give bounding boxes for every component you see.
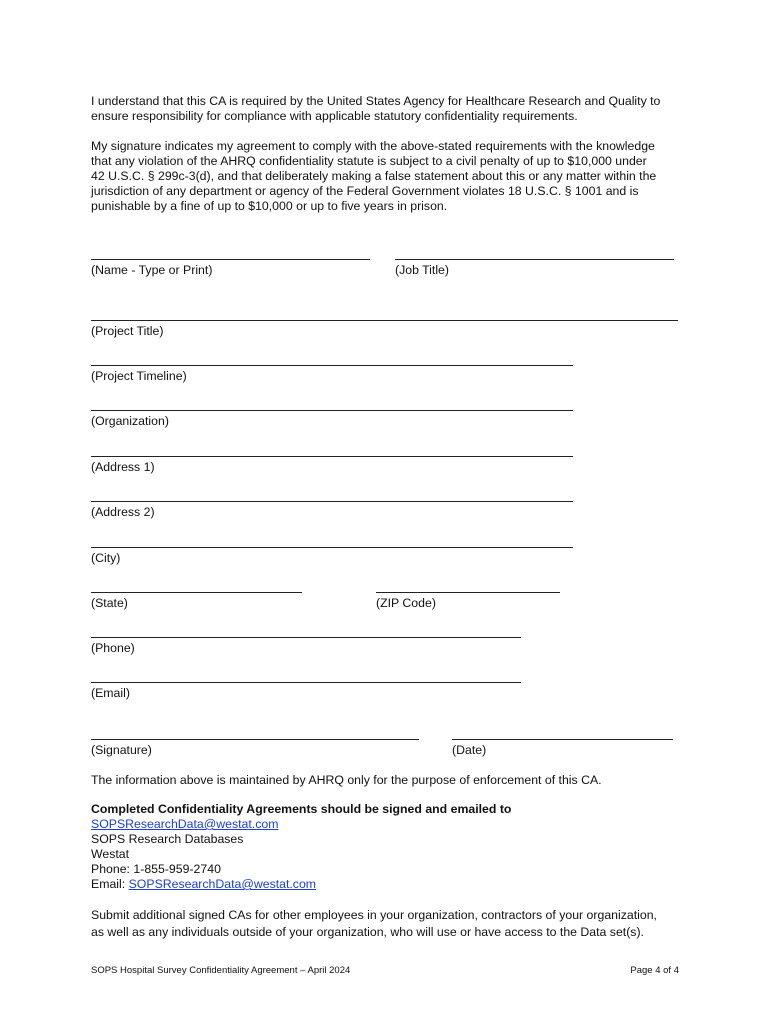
phone-field-line[interactable] — [91, 637, 521, 638]
organization-label: (Organization) — [91, 414, 169, 428]
name-label: (Name - Type or Print) — [91, 263, 213, 277]
contact-block — [91, 802, 511, 892]
date-field-line[interactable] — [452, 739, 673, 740]
signature-field-line[interactable] — [91, 739, 419, 740]
email-field-line[interactable] — [91, 682, 521, 683]
address2-label: (Address 2) — [91, 505, 155, 519]
project-timeline-field-line[interactable] — [91, 365, 573, 366]
project-title-field-line[interactable] — [91, 320, 678, 321]
job-title-field-line[interactable] — [395, 259, 674, 260]
penalty-paragraph — [91, 139, 691, 214]
paragraph-line: punishable by a fine of up to $10,000 or up to five years in prison. — [91, 199, 448, 213]
submit-note-line: as well as any individuals outside of your organization, who will use or have access to the Data set(s). — [91, 925, 644, 939]
signature-label: (Signature) — [91, 743, 152, 757]
city-label: (City) — [91, 551, 121, 565]
state-field-line[interactable] — [91, 592, 302, 593]
address2-field-line[interactable] — [91, 501, 573, 502]
state-label: (State) — [91, 596, 128, 610]
name-field-line[interactable] — [91, 259, 370, 260]
page-number: Page 4 of 4 — [630, 965, 679, 976]
paragraph-line: I understand that this CA is required by the United States Agency for Healthcare Research and Quality to — [91, 94, 661, 108]
address1-label: (Address 1) — [91, 460, 155, 474]
address1-field-line[interactable] — [91, 456, 573, 457]
project-title-label: (Project Title) — [91, 324, 164, 338]
contact-phone: Phone: 1-855-959-2740 — [91, 862, 221, 876]
paragraph-line: 42 U.S.C. § 299c-3(d), and that deliberately making a false statement about this or any matter within the — [91, 169, 657, 183]
contact-email-label: Email: — [91, 877, 129, 891]
contact-email-link-2[interactable]: SOPSResearchData@westat.com — [128, 877, 317, 891]
contact-email-link[interactable]: SOPSResearchData@westat.com — [91, 817, 279, 831]
paragraph-line: My signature indicates my agreement to comply with the above-stated requirements with the knowledge — [91, 139, 655, 153]
paragraph-line: jurisdiction of any department or agency of the Federal Government violates 18 U.S.C. § 1001 and is — [91, 184, 639, 198]
organization-field-line[interactable] — [91, 410, 573, 411]
contact-email-row — [91, 817, 511, 832]
city-field-line[interactable] — [91, 547, 573, 548]
understanding-paragraph — [91, 94, 691, 124]
info-note: The information above is maintained by AHRQ only for the purpose of enforcement of this CA. — [91, 773, 602, 787]
submit-note — [91, 907, 657, 941]
contact-heading: Completed Confidentiality Agreements should be signed and emailed to — [91, 802, 512, 816]
phone-label: (Phone) — [91, 641, 135, 655]
job-title-label: (Job Title) — [395, 263, 449, 277]
date-label: (Date) — [452, 743, 487, 757]
contact-company: Westat — [91, 847, 130, 861]
footer-title: SOPS Hospital Survey Confidentiality Agreement – April 2024 — [91, 965, 351, 976]
submit-note-line: Submit additional signed CAs for other employees in your organization, contractors of your organization, — [91, 908, 657, 922]
paragraph-line: that any violation of the AHRQ confidentiality statute is subject to a civil penalty of up to $10,000 under — [91, 154, 647, 168]
project-timeline-label: (Project Timeline) — [91, 369, 187, 383]
zip-field-line[interactable] — [376, 592, 560, 593]
email-label: (Email) — [91, 686, 130, 700]
zip-label: (ZIP Code) — [376, 596, 436, 610]
contact-email-line — [91, 877, 511, 892]
paragraph-line: ensure responsibility for compliance with applicable statutory confidentiality requirements. — [91, 109, 578, 123]
contact-org: SOPS Research Databases — [91, 832, 244, 846]
